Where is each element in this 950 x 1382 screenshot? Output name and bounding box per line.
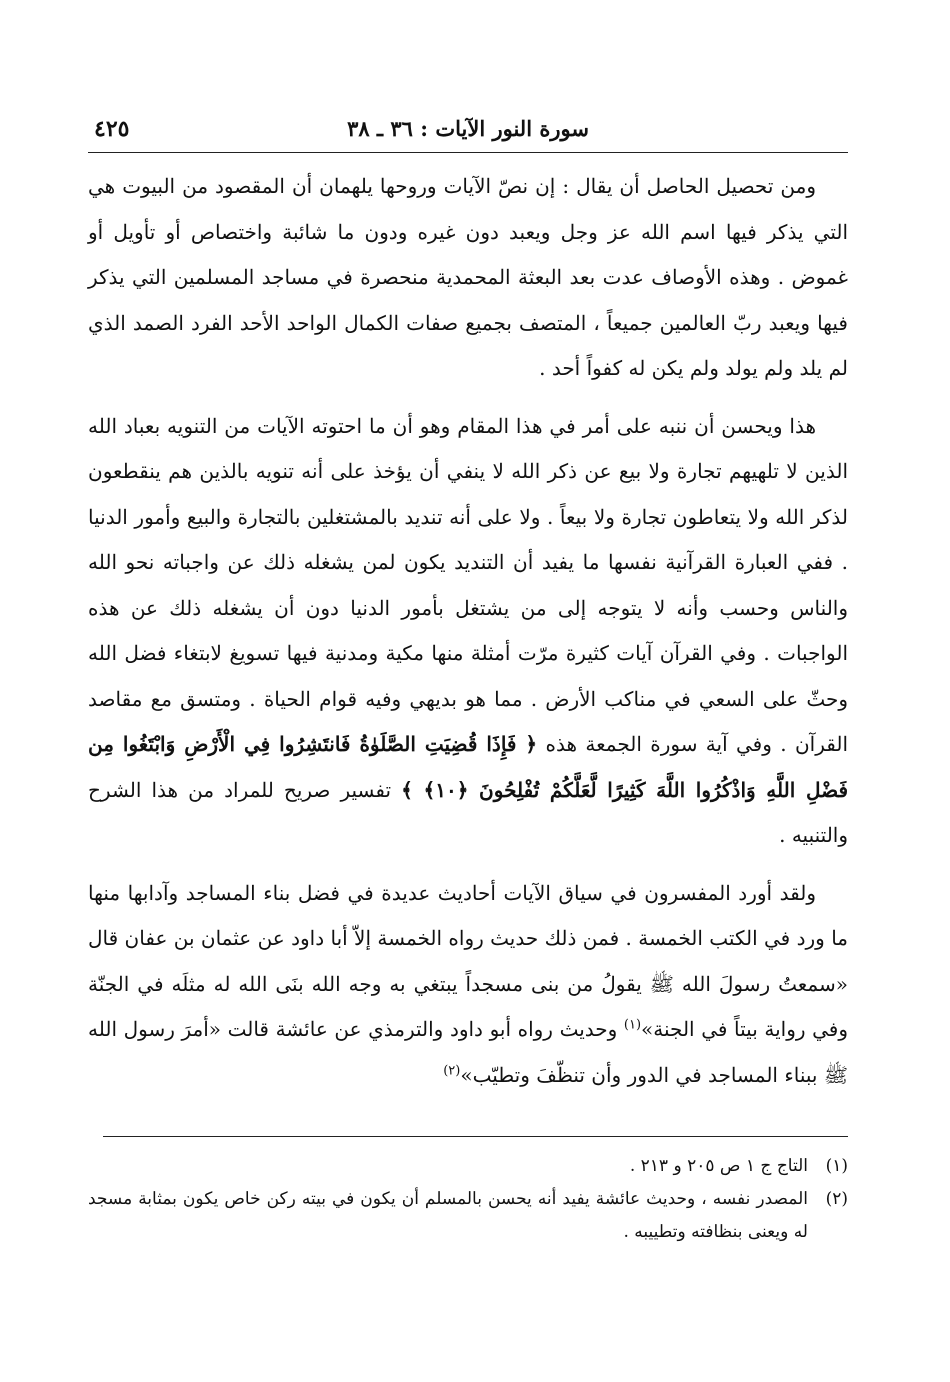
paragraph-2 [88, 404, 848, 859]
footnote-divider [103, 1136, 848, 1137]
running-title: سورة النور الآيات : ٣٦ ـ ٣٨ [347, 116, 589, 141]
paragraph-2-text: هذا ويحسن أن ننبه على أمر في هذا المقام وهو أن ما احتوته الآيات من التنويه بعباد الله الذين لا تلهيهم تجارة ولا بيع عن ذكر الله لا ينفي أن يؤخذ على أنه تنويه بالذين هم ينقطعون لذكر الله ولا يتعاطون تجارة ولا بيعاً . ولا على أنه تنديد بالمشتغلين بالتجارة والبيع وأمور الدنيا . ففي العبارة القرآنية نفسها ما يفيد أن التنديد يكون لمن يشغله ذلك عن واجباته نحو الله والناس وحسب وأنه لا يتوجه إلى من يشتغل بأمور الدنيا دون أن يشغله ذلك عن هذه الواجبات . وفي القرآن آيات كثيرة مرّت أمثلة منها مكية ومدنية فيها تسويغ لابتغاء فضل الله وحثّ على السعي في مناكب الأرض . مما هو بديهي وفيه قوام الحياة . ومتسق مع مقاصد القرآن . وفي آية سورة الجمعة هذه [88, 413, 848, 756]
paragraph-3-continuation: وحديث رواه أبو داود والترمذي عن عائشة قالت «أمرَ رسول الله ﷺ ببناء المساجد في الدور وأن تنظّفَ وتطيّب» [88, 1017, 848, 1087]
footnote-2 [88, 1183, 848, 1249]
page-header [88, 112, 848, 153]
main-text [88, 164, 848, 1098]
paragraph-1: ومن تحصيل الحاصل أن يقال : إن نصّ الآيات وروحها يلهمان أن المقصود من البيوت هي التي يذكر فيها اسم الله عز وجل ويعبد دون غيره ودون ما شائبة واختصاص أو تأويل أو غموض . وهذه الأوصاف عدت بعد البعثة المحمدية منحصرة في مساجد المسلمين التي يذكر فيها ويعبد ربّ العالمين جميعاً ، المتصف بجميع صفات الكمال الواحد الأحد الفرد الصمد الذي لم يلد ولم يولد ولم يكن له كفواً أحد . [88, 174, 848, 380]
footnote-ref-2: (٢) [443, 1062, 461, 1078]
footnote-text: التاج ج ١ ص ٢٠٥ و ٢١٣ . [629, 1156, 808, 1176]
footnote-1 [88, 1150, 848, 1183]
paragraph-3-text: ولقد أورد المفسرون في سياق الآيات أحاديث عديدة في فضل بناء المساجد وآدابها منها ما ورد في الكتب الخمسة . فمن ذلك حديث رواه الخمسة إلاّ أبا داود عن عثمان بن عفان قال «سمعتُ رسولَ الله ﷺ يقولُ من بنى مسجداً يبتغي به وجه الله بنَى الله له مثلَه في الجنّة وفي رواية بيتاً في الجنة» [88, 880, 849, 1041]
footnotes [88, 1150, 848, 1249]
paragraph-3 [88, 871, 848, 1099]
footnote-ref-1: (١) [623, 1017, 642, 1033]
quran-verse: ﴿ فَإِذَا قُضِيَتِ الصَّلَوٰةُ فَانتَشِرُوا فِي الْأَرْضِ وَابْتَغُوا مِن فَضْلِ اللَّهِ وَاذْكُرُوا اللَّهَ كَثِيرًا لَّعَلَّكُمْ تُفْلِحُونَ ﴿١٠﴾ ﴾ [88, 732, 849, 802]
paragraph-2-conclusion: تفسير صريح للمراد من هذا الشرح والتنبيه . [88, 777, 848, 847]
footnote-text: المصدر نفسه ، وحديث عائشة يفيد أنه يحسن بالمسلم أن يكون في بيته ركن خاص يكون بمثابة مسجد له ويعنى بنظافته وتطييبه . [88, 1189, 808, 1242]
page-number: ٤٢٥ [94, 116, 130, 142]
footnote-number: (١) [825, 1156, 848, 1176]
footnote-number: (٢) [825, 1189, 848, 1209]
